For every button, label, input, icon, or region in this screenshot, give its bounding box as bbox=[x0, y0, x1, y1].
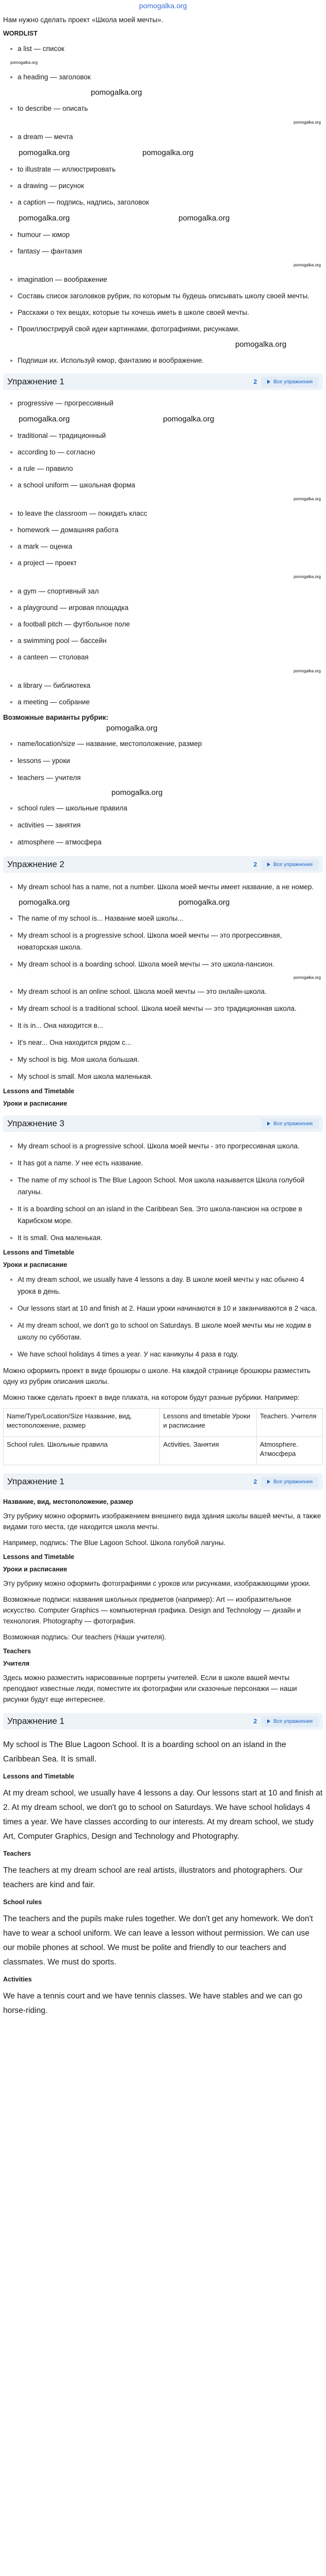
exercise-controls bbox=[253, 859, 319, 870]
paragraph: The teachers and the pupils make rules together. We don't get any homework. We don't have to wear a school uniform. We can leave a lesson without permission. We can use our mobile phones at school. We must be polite and friendly to our teachers and classmates. We must do sports. bbox=[3, 1914, 313, 1967]
list-item: My dream school has a name, not a number. Школа моей мечты имеет название, а не номер. bbox=[8, 881, 323, 893]
list-item: a gym — спортивный зал bbox=[8, 586, 323, 596]
rubric-table bbox=[3, 1408, 323, 1465]
all-exercises-button[interactable] bbox=[261, 377, 319, 387]
watermark: pomogalka.org bbox=[178, 214, 230, 223]
page-number: 2 bbox=[253, 1478, 257, 1485]
paragraph: Возможные подписи: названия школьных предметов (например): Art — изобразительное искусство. Computer Graphics — компьютерная графика. Design and Technology — дизайн и технология. Photography — фотография. bbox=[3, 1596, 301, 1625]
section-heading: Teachers bbox=[3, 1850, 31, 1857]
list-item: a project — проект bbox=[8, 558, 323, 568]
list-item: At my dream school, we don't go to school on Saturdays. В школе моей мечты мы не ходим в школу по субботам. bbox=[8, 1319, 323, 1343]
list-item: a list — список bbox=[8, 44, 323, 54]
watermark: pomogalka.org bbox=[235, 340, 287, 349]
watermark: pomogalka.org bbox=[106, 724, 158, 733]
paragraph: We have a tennis court and we have tennis classes. We have stables and we can go horse-riding. bbox=[3, 1992, 303, 2015]
list-item: It has got a name. У нее есть название. bbox=[8, 1157, 323, 1169]
intro-text: Нам нужно сделать проект «Школа моей мечты». bbox=[3, 16, 164, 24]
list-item: a caption — подпись, надпись, заголовок bbox=[8, 197, 323, 207]
list-item: a school uniform — школьная форма bbox=[8, 480, 323, 490]
exercise-controls bbox=[261, 1118, 319, 1129]
paragraph: The teachers at my dream school are real artists, illustrators and photographers. Our teachers are kind and fair. bbox=[3, 1866, 303, 1889]
exercise-2-list bbox=[8, 881, 323, 1082]
exercise-controls bbox=[253, 1477, 319, 1487]
watermark: pomogalka.org bbox=[111, 788, 163, 797]
paragraph: Эту рубрику можно оформить изображением внешнего вида здания школы вашей мечты, а также видами того места, где находится школа мечты. bbox=[3, 1512, 321, 1531]
section-heading: Lessons and Timetable bbox=[3, 1553, 75, 1561]
list-item: The name of my school is... Название моей школы... bbox=[8, 912, 323, 924]
list-item: a dream — мечта bbox=[8, 132, 323, 142]
exercise-1-bar bbox=[3, 374, 323, 390]
list-item: a football pitch — футбольное поле bbox=[8, 619, 323, 629]
list-item: Расскажи о тех вещах, которые ты хочешь иметь в школе своей мечты. bbox=[8, 308, 323, 317]
section-heading: School rules bbox=[3, 1899, 42, 1906]
paragraph: Можно также сделать проект в виде плаката, на котором будут разные рубрики. Например: bbox=[3, 1394, 300, 1401]
list-item: a playground — игровая площадка bbox=[8, 603, 323, 613]
list-item: to illustrate — иллюстрировать bbox=[8, 164, 323, 174]
list-item: activities — занятия bbox=[8, 819, 323, 831]
watermark: pomogalka.org bbox=[294, 574, 321, 579]
exercise-title: Упражнение 1 bbox=[7, 377, 64, 386]
section-heading: Название, вид, местоположение, размер bbox=[3, 1498, 134, 1505]
table-cell: Name/Type/Location/Size Название, вид, местоположение, размер bbox=[4, 1409, 160, 1437]
play-icon bbox=[267, 1122, 270, 1126]
list-item: My dream school is a traditional school. Школа моей мечты — это традиционная школа. bbox=[8, 1003, 323, 1014]
list-item: imagination — воображение bbox=[8, 275, 323, 284]
list-item: a swimming pool — бассейн bbox=[8, 636, 323, 646]
exercise-title: Упражнение 1 bbox=[7, 1477, 64, 1486]
watermark: pomogalka.org bbox=[91, 88, 142, 97]
watermark: pomogalka.org bbox=[142, 148, 194, 157]
list-item: to describe — описать bbox=[8, 104, 323, 113]
watermark: pomogalka.org bbox=[294, 497, 321, 501]
list-item: At my dream school, we usually have 4 lessons a day. В школе моей мечты у нас обычно 4 урока в день. bbox=[8, 1274, 323, 1297]
all-exercises-button[interactable] bbox=[261, 859, 319, 870]
watermark-row bbox=[8, 898, 323, 907]
list-item: a rule — правило bbox=[8, 464, 323, 473]
lessons-ru-heading: Уроки и расписание bbox=[3, 1100, 68, 1107]
list-item: a drawing — рисунок bbox=[8, 181, 323, 191]
list-item: My school is big. Моя школа большая. bbox=[8, 1054, 323, 1065]
watermark-row bbox=[8, 415, 323, 424]
paragraph: Эту рубрику можно оформить фотографиями с уроков или рисунками, изображающими уроки. bbox=[3, 1580, 311, 1587]
watermark: pomogalka.org bbox=[178, 898, 230, 907]
table-cell: Lessons and timetable Уроки и расписание bbox=[160, 1409, 257, 1437]
list-item: name/location/size — название, местоположение, размер bbox=[8, 738, 323, 750]
document-body bbox=[0, 15, 326, 2018]
lt-list bbox=[8, 1274, 323, 1360]
exercise-4-bar bbox=[3, 1473, 323, 1490]
exercise-3-list bbox=[8, 1140, 323, 1244]
table-cell: Activities. Занятия bbox=[160, 1437, 257, 1465]
section-heading: Lessons and Timetable bbox=[3, 1773, 75, 1780]
section-heading: Teachers bbox=[3, 1648, 31, 1655]
all-exercises-label: Все упражнения bbox=[273, 1718, 313, 1724]
play-icon bbox=[267, 1719, 270, 1723]
table-row bbox=[4, 1409, 323, 1437]
exercise-3-bar bbox=[3, 1115, 323, 1132]
variants-list bbox=[8, 738, 323, 848]
list-item: homework — домашняя работа bbox=[8, 525, 323, 535]
paragraph: Например, подпись: The Blue Lagoon School. Школа голубой лагуны. bbox=[3, 1539, 226, 1547]
list-item: a mark — оценка bbox=[8, 541, 323, 551]
list-item: teachers — учителя bbox=[8, 772, 323, 784]
list-item: My dream school is a progressive school. Школа моей мечты - это прогрессивная школа. bbox=[8, 1140, 323, 1152]
watermark-row bbox=[8, 214, 323, 223]
exercise-1-wordlist bbox=[8, 398, 323, 707]
watermark: pomogalka.org bbox=[19, 214, 70, 223]
paragraph: Можно оформить проект в виде брошюры о школе. На каждой странице брошюры разместить одну из рубрик описания школы. bbox=[3, 1367, 311, 1385]
exercise-2-bar bbox=[3, 856, 323, 873]
list-item: school rules — школьные правила bbox=[8, 802, 323, 814]
list-item: a canteen — столовая bbox=[8, 652, 323, 662]
table-cell: Atmosphere. Атмосфера bbox=[256, 1437, 322, 1465]
list-item: atmosphere — атмосфера bbox=[8, 836, 323, 848]
exercise-title: Упражнение 3 bbox=[7, 1118, 64, 1128]
list-item: a library — библиотека bbox=[8, 681, 323, 690]
list-item: humour — юмор bbox=[8, 230, 323, 240]
list-item: My dream school is an online school. Школа моей мечты — это онлайн-школа. bbox=[8, 986, 323, 997]
list-item: The name of my school is The Blue Lagoon School. Моя школа называется Школа голубой лагуны. bbox=[8, 1174, 323, 1198]
list-item: Our lessons start at 10 and finish at 2. Наши уроки начинаются в 10 и заканчиваются в 2 часа. bbox=[8, 1302, 323, 1314]
all-exercises-button[interactable] bbox=[261, 1477, 319, 1487]
paragraph: At my dream school, we usually have 4 lessons a day. Our lessons start at 10 and finish at 2. At my dream school, we don't go to school on Saturdays. We have school holidays 4 times a year. We have classes according to our interests. At my dream school, we study Art, Computer Graphics, Design and Technology and Photography. bbox=[3, 1789, 323, 1841]
variants-heading: Возможные варианты рубрик: bbox=[3, 714, 109, 721]
all-exercises-button[interactable] bbox=[261, 1716, 319, 1727]
list-item: My school is small. Моя школа маленькая. bbox=[8, 1071, 323, 1082]
watermark: pomogalka.org bbox=[294, 669, 321, 673]
all-exercises-button[interactable] bbox=[261, 1118, 319, 1129]
exercise-controls bbox=[253, 1716, 319, 1727]
all-exercises-label: Все упражнения bbox=[273, 1479, 313, 1485]
lt-heading: Lessons and Timetable bbox=[3, 1249, 75, 1256]
list-item: It is in... Она находится в... bbox=[8, 1020, 323, 1031]
list-item: Проиллюстрируй свой идеи картинками, фотографиями, рисунками. bbox=[8, 324, 323, 334]
table-row bbox=[4, 1437, 323, 1465]
list-item: according to — согласно bbox=[8, 447, 323, 457]
exercise-title: Упражнение 2 bbox=[7, 859, 64, 869]
paragraph: My school is The Blue Lagoon School. It is a boarding school on an island in the Caribbean Sea. It is small. bbox=[3, 1740, 286, 1764]
exercise-title: Упражнение 1 bbox=[7, 1716, 64, 1726]
watermark: pomogalka.org bbox=[19, 148, 70, 157]
list-item: Подпиши их. Используй юмор, фантазию и воображение. bbox=[8, 355, 323, 365]
watermark: pomogalka.org bbox=[163, 415, 215, 423]
wordlist bbox=[8, 44, 323, 365]
list-item: It is small. Она маленькая. bbox=[8, 1232, 323, 1244]
list-item: lessons — уроки bbox=[8, 755, 323, 767]
paragraph: Здесь можно разместить нарисованные портреты учителей. Если в школе вашей мечты преподают известные люди, поместите их фотографии или сказочные персонажи — наши рисунки будут еще интереснее. bbox=[3, 1674, 297, 1703]
list-item: It's near... Она находится рядом с... bbox=[8, 1037, 323, 1048]
list-item: My dream school is a boarding school. Школа моей мечты — это школа-пансион. bbox=[8, 958, 323, 970]
watermark: pomogalka.org bbox=[19, 415, 70, 423]
list-item: a heading — заголовок bbox=[8, 72, 323, 82]
exercise-5-bar bbox=[3, 1713, 323, 1730]
all-exercises-label: Все упражнения bbox=[273, 861, 313, 868]
table-cell: Teachers. Учителя bbox=[256, 1409, 322, 1437]
all-exercises-label: Все упражнения bbox=[273, 379, 313, 385]
watermark-row bbox=[8, 148, 323, 158]
play-icon bbox=[267, 1480, 270, 1484]
lessons-timetable-heading: Lessons and Timetable bbox=[3, 1088, 75, 1095]
page-number: 2 bbox=[253, 1718, 257, 1725]
watermark: pomogalka.org bbox=[19, 898, 70, 907]
list-item: to leave the classroom — покидать класс bbox=[8, 509, 323, 518]
watermark: pomogalka.org bbox=[10, 60, 38, 65]
list-item: fantasy — фантазия bbox=[8, 246, 323, 256]
exercise-controls bbox=[253, 377, 319, 387]
wordlist-heading: WORDLIST bbox=[3, 30, 38, 37]
site-header bbox=[0, 0, 326, 11]
list-item: My dream school is a progressive school. Школа моей мечты — это прогрессивная, новаторская школа. bbox=[8, 929, 323, 953]
list-item: progressive — прогрессивный bbox=[8, 398, 323, 408]
watermark: pomogalka.org bbox=[294, 263, 321, 267]
list-item: It is a boarding school on an island in the Caribbean Sea. Это школа-пансион на острове в Карибском море. bbox=[8, 1203, 323, 1227]
page-number: 2 bbox=[253, 378, 257, 385]
list-item: We have school holidays 4 times a year. У нас каникулы 4 раза в году. bbox=[8, 1348, 323, 1360]
section-subheading: Учителя bbox=[3, 1660, 30, 1667]
paragraph: Возможная подпись: Our teachers (Наши учителя). bbox=[3, 1633, 167, 1641]
watermark: pomogalka.org bbox=[294, 975, 321, 980]
lt-ru-heading: Уроки и расписание bbox=[3, 1261, 68, 1268]
play-icon bbox=[267, 862, 270, 867]
list-item: traditional — традиционный bbox=[8, 431, 323, 440]
play-icon bbox=[267, 380, 270, 384]
all-exercises-label: Все упражнения bbox=[273, 1121, 313, 1127]
site-logo[interactable]: pomogalka.org bbox=[139, 2, 187, 10]
list-item: a meeting — собрание bbox=[8, 697, 323, 707]
section-subheading: Уроки и расписание bbox=[3, 1566, 68, 1573]
page-number: 2 bbox=[253, 861, 257, 868]
list-item: Составь список заголовков рубрик, по которым ты будешь описывать школу своей мечты. bbox=[8, 291, 323, 301]
section-heading: Activities bbox=[3, 1976, 32, 1983]
watermark: pomogalka.org bbox=[294, 120, 321, 125]
table-cell: School rules. Школьные правила bbox=[4, 1437, 160, 1465]
